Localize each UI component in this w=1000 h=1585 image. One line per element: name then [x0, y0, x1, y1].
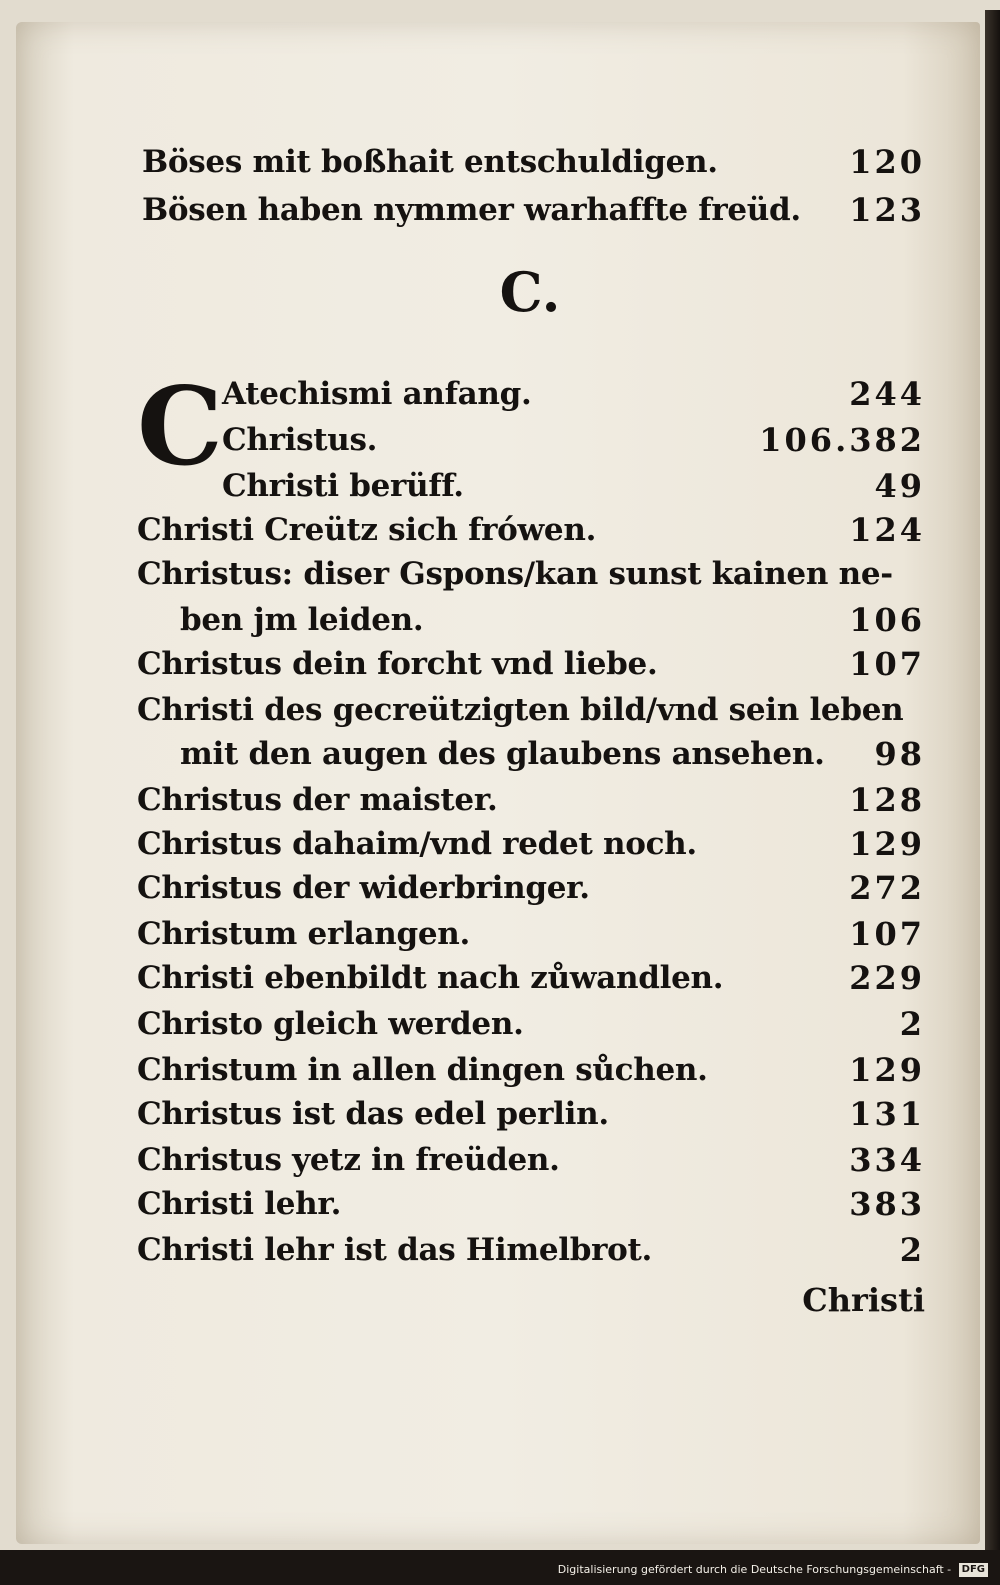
entry-page: 106 [849, 601, 925, 639]
entry-page: 272 [849, 869, 925, 907]
index-entry [0, 140, 1000, 184]
entry-page: 129 [849, 1051, 925, 1089]
index-entry [0, 1048, 1000, 1092]
entry-text: Böses mit boßhait entschuldigen. [142, 144, 718, 180]
index-entry [0, 598, 1000, 642]
index-entry [0, 912, 1000, 956]
entry-text: Christus der maister. [137, 782, 498, 818]
index-entry [0, 1092, 1000, 1136]
index-entry [0, 956, 1000, 1000]
entry-page: 2 [899, 1005, 925, 1043]
entry-page: 334 [849, 1141, 925, 1179]
index-entry [0, 418, 1000, 462]
index-entry [0, 732, 1000, 776]
entry-text: Christi Creütz sich frówen. [137, 512, 597, 548]
entry-text: Christi lehr. [137, 1186, 342, 1222]
entry-text: Atechismi anfang. [222, 376, 532, 412]
digitization-footer [558, 1560, 988, 1580]
entry-text: Christus: diser Gspons/kan sunst kainen ne- [137, 556, 893, 592]
entry-page: 383 [849, 1185, 925, 1223]
entry-text: Christus ist das edel perlin. [137, 1096, 609, 1132]
catchword: Christi [802, 1281, 925, 1319]
section-letter: C. [499, 260, 561, 324]
index-entry [0, 1182, 1000, 1226]
entry-page: 229 [849, 959, 925, 997]
entry-text: Christi ebenbildt nach zůwandlen. [137, 960, 724, 996]
index-entry [0, 1228, 1000, 1272]
entry-text: Christus. [222, 422, 378, 458]
index-entry [0, 508, 1000, 552]
entry-page: 2 [899, 1231, 925, 1269]
index-entry [0, 552, 1000, 596]
index-entry [0, 642, 1000, 686]
entry-page: 107 [849, 645, 925, 683]
entry-text: Christus dahaim/vnd redet noch. [137, 826, 697, 862]
entry-text: mit den augen des glaubens ansehen. [180, 736, 825, 772]
index-entry [0, 188, 1000, 232]
index-entry [0, 822, 1000, 866]
entry-page: 49 [874, 467, 925, 505]
entry-page: 131 [849, 1095, 925, 1133]
entry-text: Christus yetz in freüden. [137, 1142, 560, 1178]
index-entry [0, 372, 1000, 416]
entry-text: ben jm leiden. [180, 602, 424, 638]
entry-page: 123 [849, 191, 925, 229]
entry-text: Christo gleich werden. [137, 1006, 524, 1042]
footer-text: Digitalisierung gefördert durch die Deutsche Forschungsgemeinschaft - [557, 1563, 952, 1576]
entry-text: Bösen haben nymmer warhaffte freüd. [142, 192, 801, 228]
entry-text: Christum erlangen. [137, 916, 471, 952]
index-entry [0, 688, 1000, 732]
index-entry [0, 778, 1000, 822]
dfg-logo-icon: DFG [959, 1563, 988, 1577]
index-entry [0, 866, 1000, 910]
index-entry [0, 1138, 1000, 1182]
index-entry [0, 1002, 1000, 1046]
initial-letter: C [137, 364, 223, 490]
entry-page: 98 [874, 735, 925, 773]
entry-page: 244 [849, 375, 925, 413]
entry-page: 124 [849, 511, 925, 549]
entry-text: Christus dein forcht vnd liebe. [137, 646, 658, 682]
entry-page: 120 [849, 143, 925, 181]
entry-page: 128 [849, 781, 925, 819]
entry-text: Christi des gecreützigten bild/vnd sein leben [137, 692, 904, 728]
entry-text: Christi lehr ist das Himelbrot. [137, 1232, 653, 1268]
entry-text: Christum in allen dingen sůchen. [137, 1052, 708, 1088]
entry-page: 107 [849, 915, 925, 953]
entry-text: Christi berüff. [222, 468, 464, 504]
entry-page: 106.382 [759, 421, 925, 459]
entry-text: Christus der widerbringer. [137, 870, 590, 906]
entry-page: 129 [849, 825, 925, 863]
index-entry [0, 464, 1000, 508]
